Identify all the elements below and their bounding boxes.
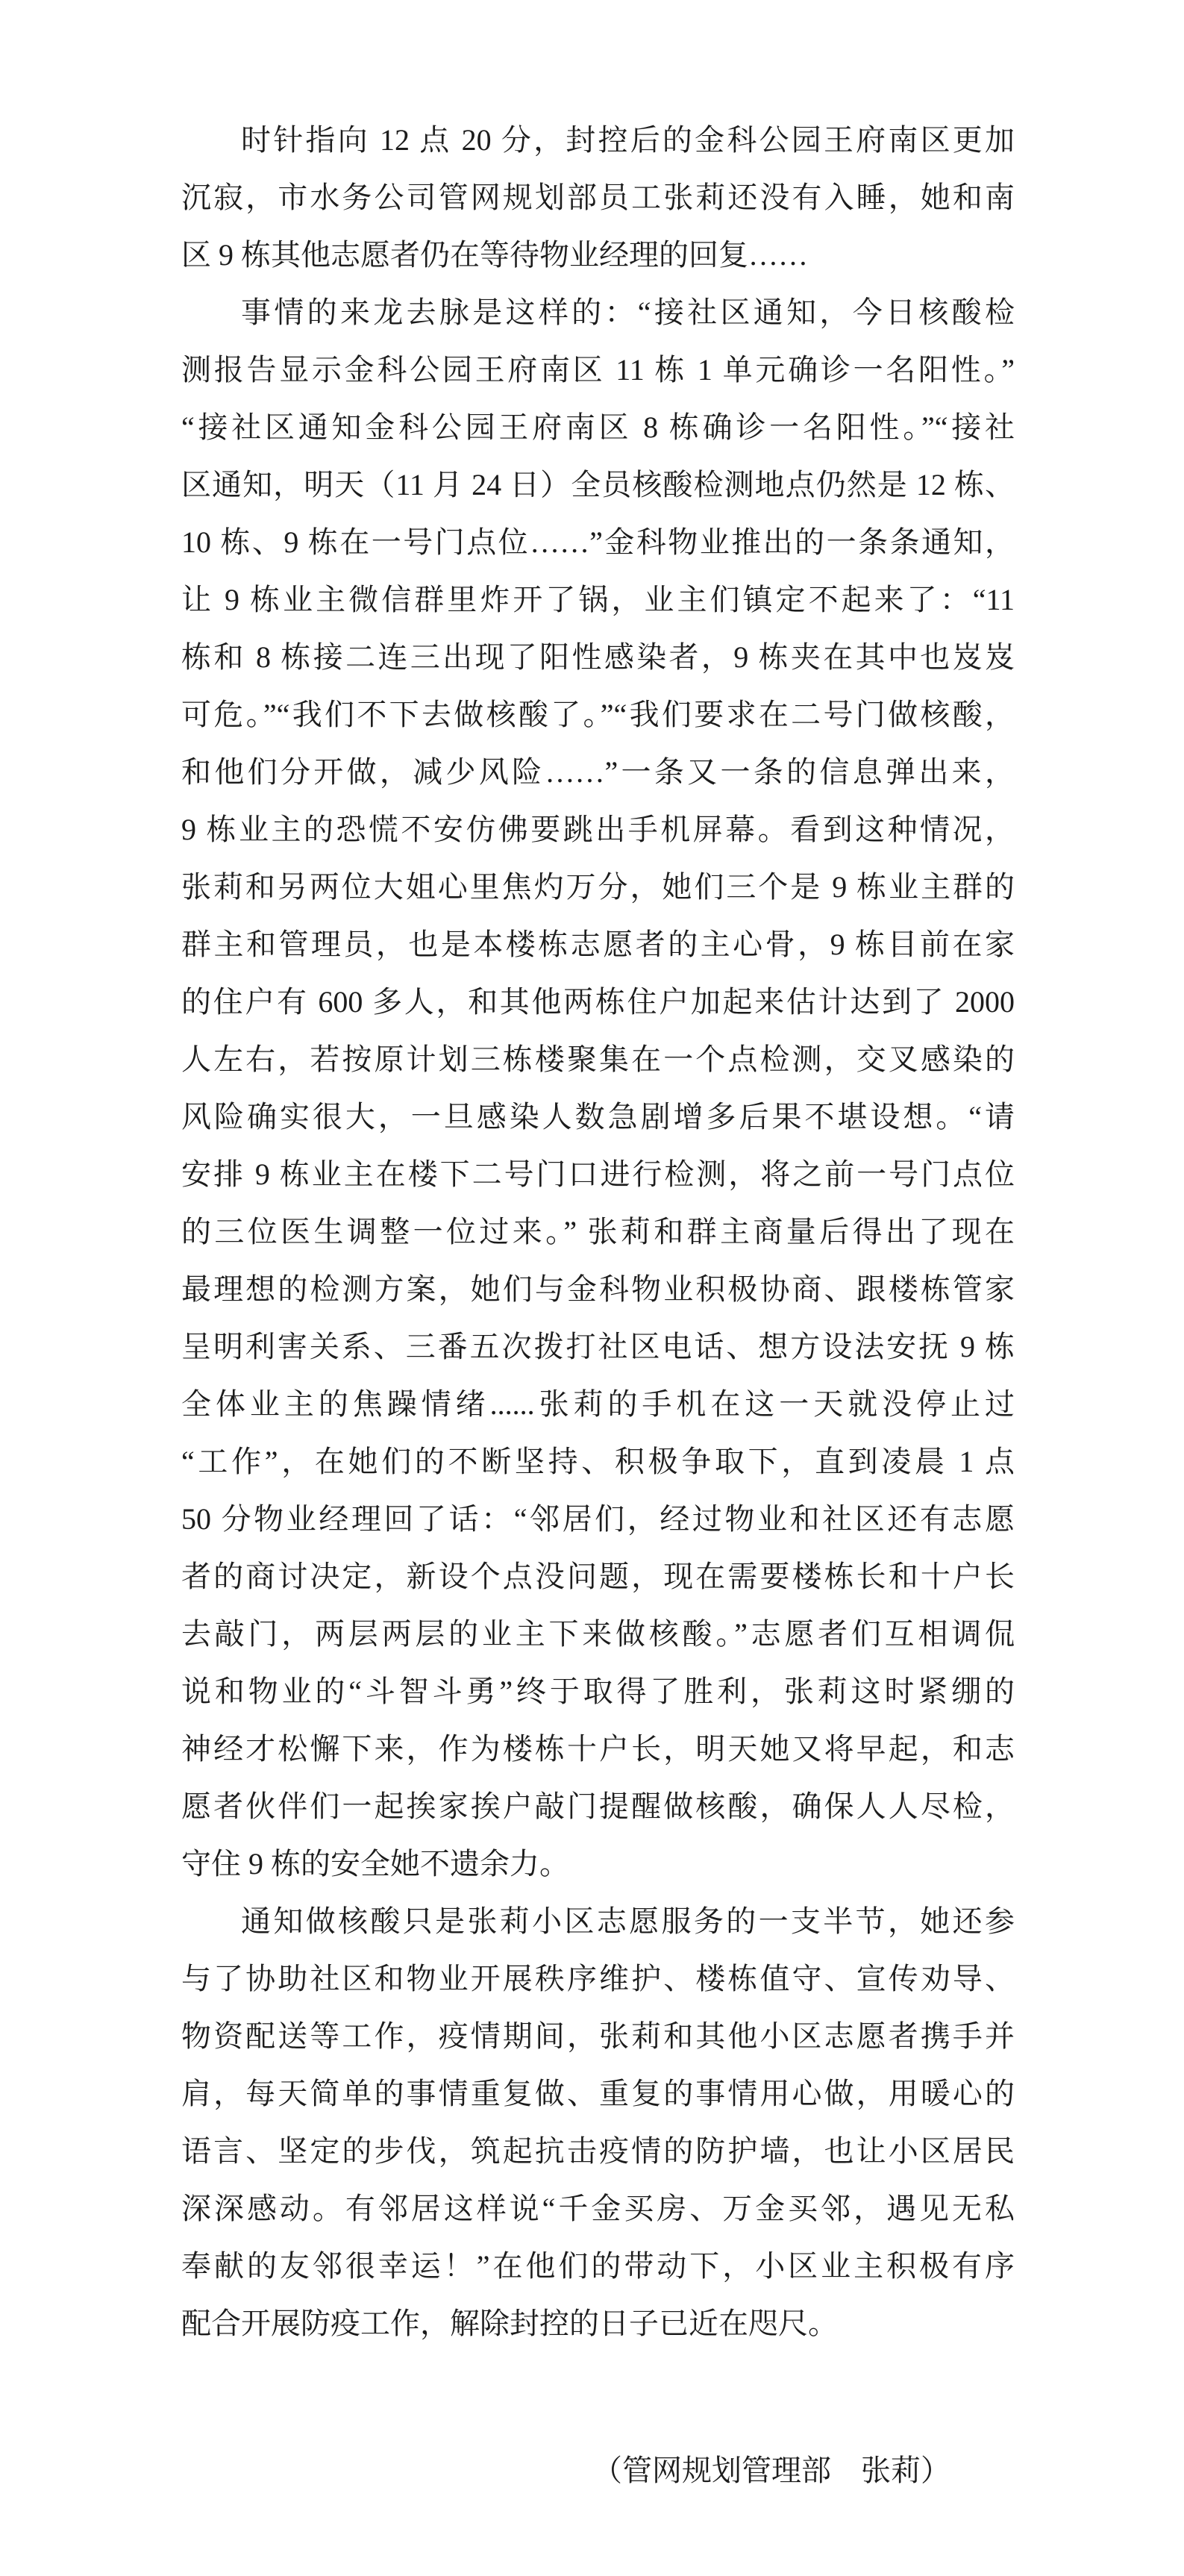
signature: （管网规划管理部 张莉） bbox=[592, 2454, 950, 2487]
text-line: 物资配送等工作，疫情期间，张莉和其他小区志愿者携手并 bbox=[181, 2019, 1015, 2053]
text-line: 的三位医生调整一位过来。” 张莉和群主商量后得出了现在 bbox=[181, 1215, 1015, 1248]
text-line: 测报告显示金科公园王府南区 11 栋 1 单元确诊一名阳性。” bbox=[181, 353, 1015, 387]
text-line: 与了协助社区和物业开展秩序维护、楼栋值守、宣传劝导、 bbox=[181, 1962, 1015, 1995]
text-line: 沉寂，市水务公司管网规划部员工张莉还没有入睡，她和南 bbox=[181, 181, 1015, 214]
text-line: 张莉和另两位大姐心里焦灼万分，她们三个是 9 栋业主群的 bbox=[181, 870, 1015, 904]
text-line: 和他们分开做，减少风险……”一条又一条的信息弹出来， bbox=[181, 755, 1015, 789]
text-line: 肩，每天简单的事情重复做、重复的事情用心做，用暖心的 bbox=[181, 2077, 1015, 2110]
text-line: 通知做核酸只是张莉小区志愿服务的一支半节，她还参 bbox=[241, 1904, 1015, 1938]
text-line: 9 栋业主的恐慌不安仿佛要跳出手机屏幕。看到这种情况， bbox=[181, 813, 1015, 846]
text-line: 深深感动。有邻居这样说“千金买房、万金买邻，遇见无私 bbox=[181, 2192, 1015, 2225]
text-line: 50 分物业经理回了话：“邻居们，经过物业和社区还有志愿 bbox=[181, 1502, 1015, 1536]
text-line: 人左右，若按原计划三栋楼聚集在一个点检测，交叉感染的 bbox=[181, 1042, 1015, 1076]
text-line: 栋和 8 栋接二连三出现了阳性感染者，9 栋夹在其中也岌岌 bbox=[181, 640, 1015, 674]
text-line: 安排 9 栋业主在楼下二号门口进行检测，将之前一号门点位 bbox=[181, 1157, 1015, 1191]
text-line: 全体业主的焦躁情绪......张莉的手机在这一天就没停止过 bbox=[181, 1387, 1015, 1421]
text-line: “接社区通知金科公园王府南区 8 栋确诊一名阳性。”“接社 bbox=[181, 410, 1015, 444]
text-line: 说和物业的“斗智斗勇”终于取得了胜利，张莉这时紧绷的 bbox=[181, 1675, 1015, 1708]
text-line: 10 栋、9 栋在一号门点位……”金科物业推出的一条条通知， bbox=[181, 525, 1015, 559]
text-line: 语言、坚定的步伐，筑起抗击疫情的防护墙，也让小区居民 bbox=[181, 2134, 1015, 2168]
text-line: 守住 9 栋的安全她不遗余力。 bbox=[181, 1847, 569, 1881]
text-line: 风险确实很大，一旦感染人数急剧增多后果不堪设想。“请 bbox=[181, 1100, 1015, 1134]
text-line: 呈明利害关系、三番五次拨打社区电话、想方设法安抚 9 栋 bbox=[181, 1330, 1015, 1363]
text-line: 区 9 栋其他志愿者仍在等待物业经理的回复…… bbox=[181, 238, 808, 272]
text-line: 时针指向 12 点 20 分，封控后的金科公园王府南区更加 bbox=[241, 123, 1015, 157]
text-line: 去敲门，两层两层的业主下来做核酸。”志愿者们互相调侃 bbox=[181, 1617, 1015, 1651]
text-line: 让 9 栋业主微信群里炸开了锅，业主们镇定不起来了：“11 bbox=[181, 583, 1015, 616]
text-line: 神经才松懈下来，作为楼栋十户长，明天她又将早起，和志 bbox=[181, 1732, 1015, 1766]
text-line: “工作”，在她们的不断坚持、积极争取下，直到凌晨 1 点 bbox=[181, 1445, 1015, 1478]
text-line: 群主和管理员，也是本楼栋志愿者的主心骨，9 栋目前在家 bbox=[181, 928, 1015, 961]
text-line: 区通知，明天（11 月 24 日）全员核酸检测地点仍然是 12 栋、 bbox=[181, 468, 1015, 501]
text-line: 愿者伙伴们一起挨家挨户敲门提醒做核酸，确保人人尽检， bbox=[181, 1789, 1015, 1823]
text-line: 的住户有 600 多人，和其他两栋住户加起来估计达到了 2000 bbox=[181, 985, 1015, 1019]
text-line: 奉献的友邻很幸运！”在他们的带动下，小区业主积极有序 bbox=[181, 2249, 1015, 2283]
document-body bbox=[181, 111, 1015, 2352]
text-line: 者的商讨决定，新设个点没问题，现在需要楼栋长和十户长 bbox=[181, 1560, 1015, 1593]
blank-line bbox=[181, 2352, 1015, 2442]
text-line: 配合开展防疫工作，解除封控的日子已近在咫尺。 bbox=[181, 2307, 838, 2340]
text-line: 最理想的检测方案，她们与金科物业积极协商、跟楼栋管家 bbox=[181, 1272, 1015, 1306]
text-line: 事情的来龙去脉是这样的：“接社区通知，今日核酸检 bbox=[241, 296, 1015, 329]
text-line: 可危。”“我们不下去做核酸了。”“我们要求在二号门做核酸， bbox=[181, 698, 1015, 731]
